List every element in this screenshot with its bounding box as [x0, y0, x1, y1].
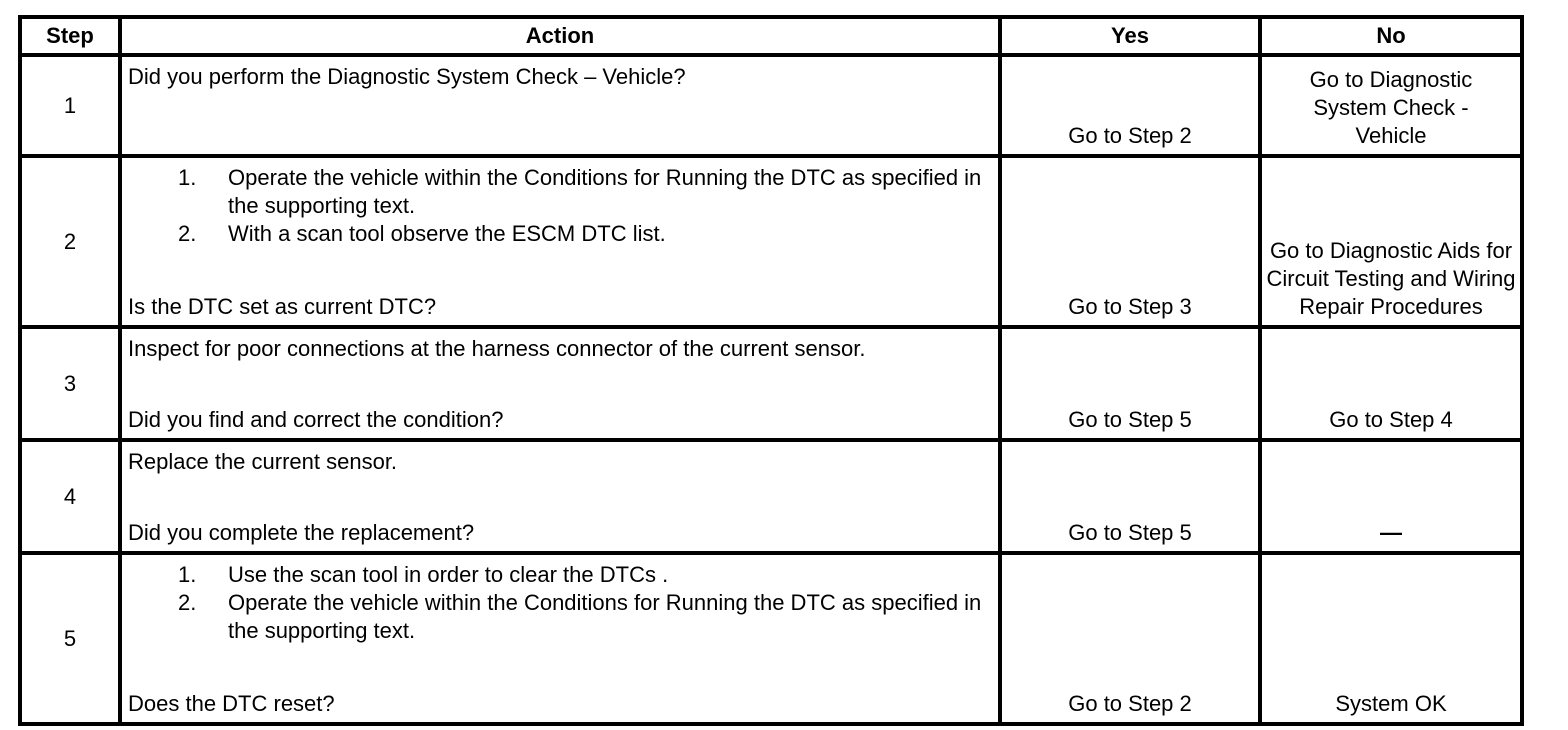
diagnostic-table: [18, 15, 1524, 726]
action-cell: [120, 55, 1000, 156]
no-cell: [1260, 327, 1522, 440]
yes-link[interactable]: Go to Step 5: [1068, 407, 1192, 432]
yes-cell: [1000, 553, 1260, 724]
header-action: Action: [120, 17, 1000, 55]
yes-link[interactable]: Go to Step 2: [1068, 123, 1192, 148]
table-row: [20, 440, 1522, 553]
step-number: 4: [20, 440, 120, 553]
yes-cell: [1000, 156, 1260, 327]
action-question: Is the DTC set as current DTC?: [128, 294, 437, 319]
no-dash: —: [1380, 520, 1402, 545]
yes-link[interactable]: Go to Step 2: [1068, 691, 1192, 716]
action-steps-list: [128, 158, 992, 248]
action-question: Did you complete the replacement?: [128, 520, 475, 545]
action-cell: [120, 553, 1000, 724]
step-number: 5: [20, 553, 120, 724]
list-item-number: 1.: [178, 562, 197, 587]
action-cell: [120, 440, 1000, 553]
list-item: [128, 561, 992, 589]
no-cell: [1260, 55, 1522, 156]
no-result: System OK: [1335, 691, 1447, 716]
list-item-text: With a scan tool observe the ESCM DTC list.: [228, 221, 666, 246]
list-item: [128, 220, 992, 248]
header-row: [20, 17, 1522, 55]
yes-link[interactable]: Go to Step 3: [1068, 294, 1192, 319]
action-cell: [120, 156, 1000, 327]
action-text: Replace the current sensor.: [128, 449, 398, 474]
header-no: No: [1260, 17, 1522, 55]
action-text: Did you perform the Diagnostic System Check – Vehicle?: [128, 64, 686, 89]
yes-cell: [1000, 55, 1260, 156]
table-row: [20, 327, 1522, 440]
list-item: [128, 164, 992, 220]
no-cell: [1260, 156, 1522, 327]
list-item-number: 1.: [178, 165, 197, 190]
no-cell: [1260, 440, 1522, 553]
header-step: Step: [20, 17, 120, 55]
step-number: 3: [20, 327, 120, 440]
no-link[interactable]: Go to Diagnostic System Check - Vehicle: [1309, 67, 1473, 148]
action-question: Does the DTC reset?: [128, 691, 335, 716]
header-yes: Yes: [1000, 17, 1260, 55]
list-item-text: Operate the vehicle within the Conditions for Running the DTC as specified in the supporting text.: [228, 165, 982, 218]
action-question: Did you find and correct the condition?: [128, 407, 504, 432]
no-cell: [1260, 553, 1522, 724]
yes-cell: [1000, 440, 1260, 553]
table-row: [20, 553, 1522, 724]
step-number: 2: [20, 156, 120, 327]
action-text: Inspect for poor connections at the harness connector of the current sensor.: [128, 336, 866, 361]
list-item-text: Operate the vehicle within the Conditions for Running the DTC as specified in the supporting text.: [228, 590, 982, 643]
no-link[interactable]: Go to Diagnostic Aids for Circuit Testing and Wiring Repair Procedures: [1266, 238, 1516, 319]
table-row: [20, 156, 1522, 327]
action-steps-list: [128, 555, 992, 645]
no-link[interactable]: Go to Step 4: [1329, 407, 1453, 432]
yes-cell: [1000, 327, 1260, 440]
list-item: [128, 589, 992, 645]
step-number: 1: [20, 55, 120, 156]
list-item-number: 2.: [178, 590, 197, 615]
action-cell: [120, 327, 1000, 440]
list-item-number: 2.: [178, 221, 197, 246]
table-row: [20, 55, 1522, 156]
yes-link[interactable]: Go to Step 5: [1068, 520, 1192, 545]
list-item-text: Use the scan tool in order to clear the DTCs .: [228, 562, 669, 587]
